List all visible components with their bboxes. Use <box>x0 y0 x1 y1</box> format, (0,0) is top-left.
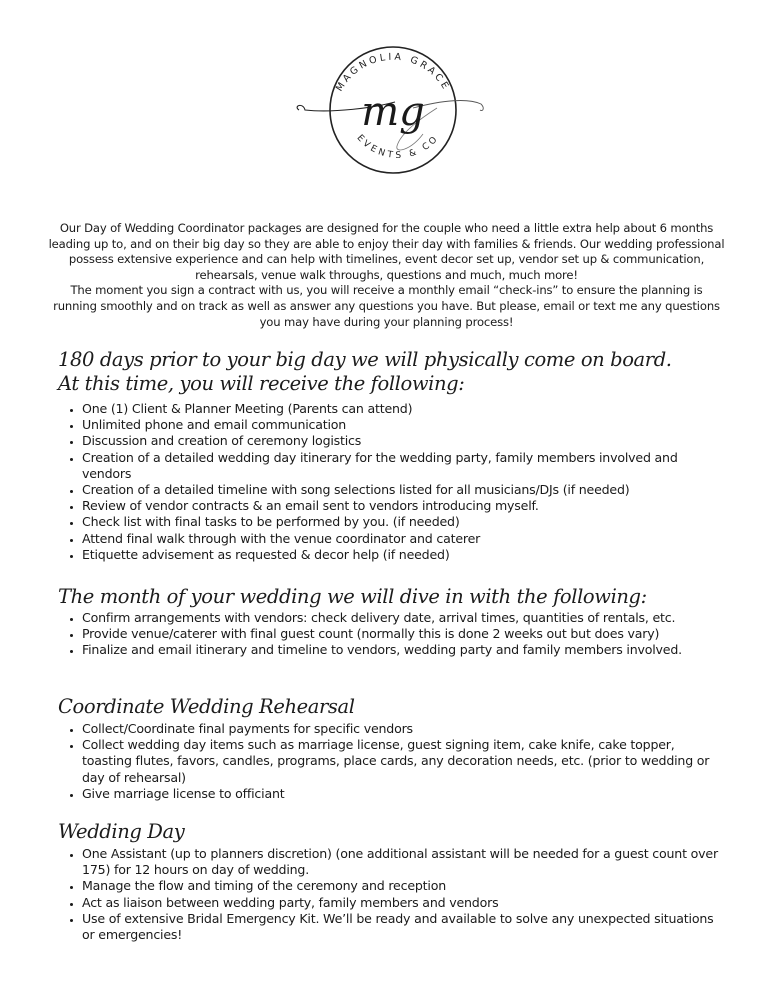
list-item: • Collect wedding day items such as marriage license, guest signing item, cake knife, cake topper, toasting flutes, favors, candles, programs, place cards, any decoration needs, etc. (prior to wedding or day of rehearsal) <box>82 737 722 786</box>
intro-text <box>48 221 725 330</box>
logo-brand-bottom: EVENTS & CO <box>354 133 442 162</box>
section-wedding-day-list <box>62 846 722 943</box>
logo-monogram: mg <box>361 89 425 135</box>
section-month-list <box>62 610 722 659</box>
list-item: • One (1) Client & Planner Meeting (Parents can attend) <box>82 401 722 417</box>
section-180-list <box>62 401 722 563</box>
section-rehearsal-heading: Coordinate Wedding Rehearsal <box>58 695 355 718</box>
section-180-heading-line-2: At this time, you will receive the following: <box>58 372 465 395</box>
list-item: • Review of vendor contracts & an email sent to vendors introducing myself. <box>82 498 722 514</box>
list-item: • Finalize and email itinerary and timeline to vendors, wedding party and family members involved. <box>82 642 722 658</box>
section-rehearsal-list <box>62 721 722 802</box>
intro-paragraph-1: Our Day of Wedding Coordinator packages are designed for the couple who need a little extra help about 6 months leading up to, and on their big day so they are able to enjoy their day with families & friends. Our wedding professional possess extensive experience and can help with timelines, event decor set up, vendor set up & communication, rehearsals, venue walk throughs, questions and much, much more! <box>48 221 725 282</box>
section-wedding-day-heading: Wedding Day <box>58 820 185 843</box>
list-item: • Confirm arrangements with vendors: check delivery date, arrival times, quantities of rentals, etc. <box>82 610 722 626</box>
list-item: • Act as liaison between wedding party, family members and vendors <box>82 895 722 911</box>
list-item: • Collect/Coordinate final payments for specific vendors <box>82 721 722 737</box>
list-item: • One Assistant (up to planners discretion) (one additional assistant will be needed for a guest count over 175) for 12 hours on day of wedding. <box>82 846 722 878</box>
intro-paragraph-2: The moment you sign a contract with us, you will receive a monthly email “check-ins” to ensure the planning is running smoothly and on track as well as answer any questions you have. But please, email or text me any questions you may have during your planning process! <box>53 283 720 329</box>
list-item: • Give marriage license to officiant <box>82 786 722 802</box>
list-item: • Manage the flow and timing of the ceremony and reception <box>82 878 722 894</box>
svg-text:MAGNOLIA GRACE <box>334 52 452 94</box>
list-item: • Discussion and creation of ceremony logistics <box>82 433 722 449</box>
list-item: • Provide venue/caterer with final guest count (normally this is done 2 weeks out but does vary) <box>82 626 722 642</box>
svg-text:EVENTS & CO <box>355 133 442 161</box>
list-item: • Creation of a detailed wedding day itinerary for the wedding party, family members involved and vendors <box>82 450 722 482</box>
list-item: • Etiquette advisement as requested & decor help (if needed) <box>82 547 722 563</box>
list-item: • Creation of a detailed timeline with song selections listed for all musicians/DJs (if needed) <box>82 482 722 498</box>
magnolia-grace-logo <box>283 22 493 192</box>
list-item: • Unlimited phone and email communication <box>82 417 722 433</box>
section-month-heading: The month of your wedding we will dive in with the following: <box>58 585 647 608</box>
logo-seal-icon <box>283 22 493 192</box>
list-item: • Check list with final tasks to be performed by you. (if needed) <box>82 514 722 530</box>
section-180-heading-line-1: 180 days prior to your big day we will physically come on board. <box>58 348 672 371</box>
logo-brand-top: MAGNOLIA GRACE <box>333 51 453 94</box>
list-item: • Attend final walk through with the venue coordinator and caterer <box>82 531 722 547</box>
list-item: • Use of extensive Bridal Emergency Kit. We’ll be ready and available to solve any unexpected situations or emergencies! <box>82 911 722 943</box>
